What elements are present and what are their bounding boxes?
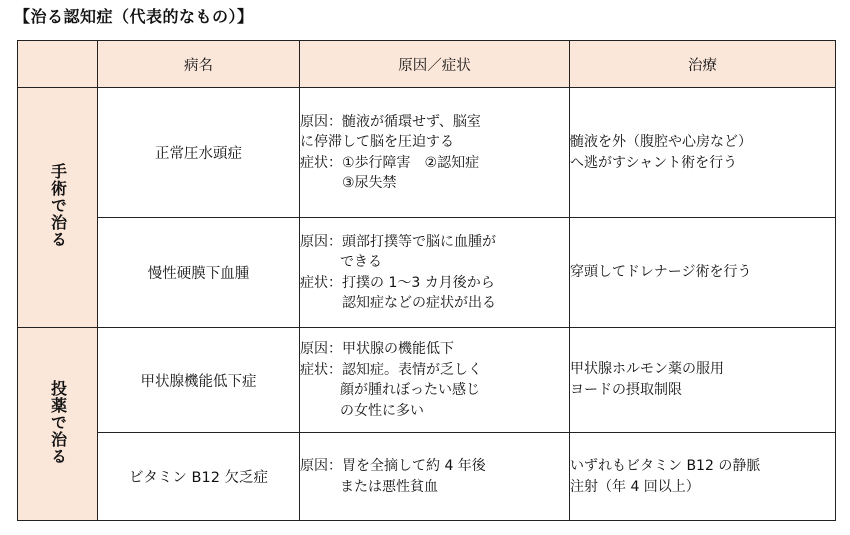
group-label: 手術で治る <box>48 163 68 248</box>
group-surgery <box>18 88 98 328</box>
cause-line: 原因：頭部打撲等で脳に血腫が <box>300 233 496 250</box>
cause-line: の女性に多い <box>340 402 424 419</box>
header-blank <box>18 41 98 88</box>
table-row <box>18 328 836 433</box>
header-treatment: 治療 <box>570 41 836 88</box>
treatment-cell <box>570 328 836 433</box>
cause-line: または悪性貧血 <box>340 478 438 495</box>
table-row <box>18 433 836 521</box>
cause-line: 原因：胃を全摘して約 4 年後 <box>300 458 486 474</box>
group-medication <box>18 328 98 521</box>
header-disease-name: 病名 <box>98 41 300 88</box>
disease-name: ビタミン B12 欠乏症 <box>98 433 300 521</box>
cause-line: 原因：甲状腺の機能低下 <box>300 341 454 357</box>
disease-name: 正常圧水頭症 <box>98 88 300 218</box>
cause-line: 症状：打撲の 1～3 カ月後から <box>300 274 495 291</box>
cause-line: ③尿失禁 <box>342 175 397 191</box>
header-cause-symptom: 原因／症状 <box>300 41 570 88</box>
treatment-line: ヨードの摂取制限 <box>570 382 682 398</box>
group-label: 投薬で治る <box>48 379 68 465</box>
treatment-line: へ逃がすシャント術を行う <box>570 154 738 171</box>
dementia-table <box>17 40 836 521</box>
cause-line: 原因：髄液が循環せず、脳室 <box>300 113 481 130</box>
treatment-line: 髄液を外（腹腔や心房など） <box>570 133 752 150</box>
cause-line: 顔が腫れぼったい感じ <box>340 382 480 398</box>
disease-name: 甲状腺機能低下症 <box>98 328 300 433</box>
cause-line: 認知症などの症状が出る <box>342 295 496 311</box>
treatment-cell <box>570 218 836 328</box>
cause-line: できる <box>340 254 382 270</box>
cause-line: 症状：認知症。表情が乏しく <box>300 361 482 378</box>
treatment-cell <box>570 88 836 218</box>
cause-line: 症状：①歩行障害 ②認知症 <box>300 154 480 171</box>
treatment-line: 穿頭してドレナージ術を行う <box>570 264 752 280</box>
treatment-cell <box>570 433 836 521</box>
treatment-line: いずれもビタミン B12 の静脈 <box>570 457 761 474</box>
cause-symptom-cell <box>300 218 570 328</box>
header-row <box>18 41 836 88</box>
disease-name: 慢性硬膜下血腫 <box>98 218 300 328</box>
cause-line: に停滞して脳を圧迫する <box>300 134 454 150</box>
cause-symptom-cell <box>300 328 570 433</box>
cause-symptom-cell <box>300 88 570 218</box>
table-row <box>18 88 836 218</box>
treatment-line: 甲状腺ホルモン薬の服用 <box>570 361 724 377</box>
table-row <box>18 218 836 328</box>
cause-symptom-cell <box>300 433 570 521</box>
treatment-line: 注射（年 4 回以上） <box>570 478 700 495</box>
page-title: 【治る認知症（代表的なもの）】 <box>14 7 254 26</box>
